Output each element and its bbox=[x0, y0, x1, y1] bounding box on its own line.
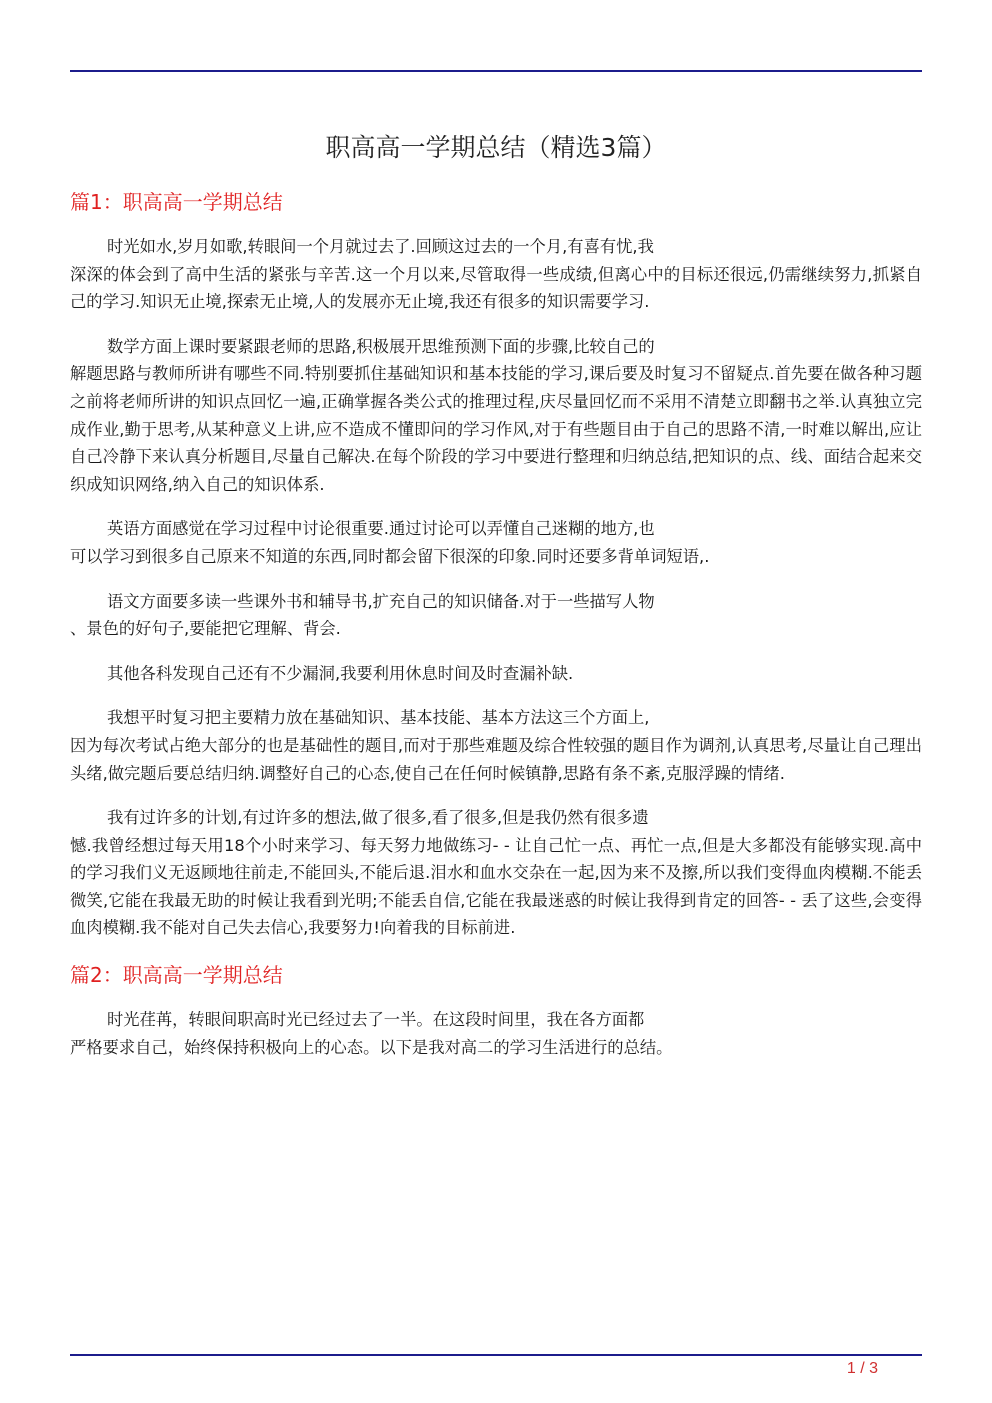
paragraph-text: 深深的体会到了高中生活的紧张与辛苦.这一个月以来,尽管取得一些成绩,但离心中的目标还很远,仍需继续努力,抓紧自己的学习.知识无止境,探索无止境,人的发展亦无止境,我还有很多的知识需要学习. bbox=[70, 264, 922, 312]
paragraph-text: 因为每次考试占绝大部分的也是基础性的题目,而对于那些难题及综合性较强的题目作为调剂,认真思考,尽量让自己理出头绪,做完题后要总结归纳.调整好自己的心态,使自己在任何时候镇静,思路有条不紊,克服浮躁的情绪. bbox=[70, 735, 922, 783]
page-number: 1 / 3 bbox=[846, 1360, 878, 1377]
paragraph-lead: 时光荏苒，转眼间职高时光已经过去了一半。在这段时间里，我在各方面都 bbox=[107, 1010, 645, 1030]
section-heading: 篇1：职高高一学期总结 bbox=[70, 190, 283, 214]
section-1 bbox=[70, 186, 922, 942]
paragraph-text: 严格要求自己，始终保持积极向上的心态。以下是我对高二的学习生活进行的总结。 bbox=[70, 1037, 673, 1057]
section-heading: 篇2：职高高一学期总结 bbox=[70, 963, 283, 988]
paragraph bbox=[70, 333, 922, 499]
paragraph bbox=[70, 588, 922, 643]
paragraph-lead: 我有过许多的计划,有过许多的想法,做了很多,看了很多,但是我仍然有很多遗 bbox=[107, 808, 649, 828]
document-title: 职高高一学期总结（精选3篇） bbox=[325, 133, 667, 162]
footer-rule bbox=[70, 1354, 922, 1356]
paragraph bbox=[70, 660, 922, 688]
paragraph-lead: 英语方面感觉在学习过程中讨论很重要.通过讨论可以弄懂自己迷糊的地方,也 bbox=[107, 519, 655, 539]
paragraph bbox=[70, 804, 922, 942]
paragraph-text: 解题思路与教师所讲有哪些不同.特别要抓住基础知识和基本技能的学习,课后要及时复习不留疑点.首先要在做各种习题之前将老师所讲的知识点回忆一遍,正确掌握各类公式的推理过程,庆尽量回忆而不采用不清楚立即翻书之举.认真独立完成作业,勤于思考,从某种意义上讲,应不造成不懂即问的学习作风,对于有些题目由于自己的思路不清,一时难以解出,应让自己冷静下来认真分析题目,尽量自己解决.在每个阶段的学习中要进行整理和归纳总结,把知识的点、线、面结合起来交织成知识网络,纳入自己的知识体系. bbox=[70, 364, 922, 494]
paragraph-lead: 数学方面上课时要紧跟老师的思路,积极展开思维预测下面的步骤,比较自己的 bbox=[107, 336, 655, 356]
paragraph-text: 可以学习到很多自己原来不知道的东西,同时都会留下很深的印象.同时还要多背单词短语,. bbox=[70, 546, 710, 566]
paragraph-lead: 时光如水,岁月如歌,转眼间一个月就过去了.回顾这过去的一个月,有喜有忧,我 bbox=[107, 237, 654, 256]
header-rule bbox=[70, 70, 922, 72]
document-body bbox=[70, 186, 922, 1078]
paragraph-text: 憾.我曾经想过每天用18个小时来学习、每天努力地做练习- - 让自己忙一点、再忙一点,但是大多都没有能够实现.高中的学习我们义无返顾地往前走,不能回头,不能后退.泪水和血水交杂在一起,因为来不及擦,所以我们变得血肉模糊.不能丢微笑,它能在我最无助的时候让我看到光明;不能丢自信,它能在我最迷惑的时候让我得到肯定的回答- - 丢了这些,会变得血肉模糊.我不能对自己失去信心,我要努力!向着我的目标前进. bbox=[70, 835, 922, 938]
paragraph-lead: 语文方面要多读一些课外书和辅导书,扩充自己的知识储备.对于一些描写人物 bbox=[107, 591, 655, 611]
paragraph bbox=[70, 233, 922, 316]
paragraph-text: 、景色的好句子,要能把它理解、背会. bbox=[70, 619, 341, 639]
paragraph bbox=[70, 515, 922, 570]
paragraph bbox=[70, 704, 922, 787]
paragraph-lead: 我想平时复习把主要精力放在基础知识、基本技能、基本方法这三个方面上, bbox=[107, 708, 650, 728]
section-2 bbox=[70, 959, 922, 1061]
paragraph-lead: 其他各科发现自己还有不少漏洞,我要利用休息时间及时查漏补缺. bbox=[107, 663, 574, 683]
paragraph bbox=[70, 1006, 922, 1061]
